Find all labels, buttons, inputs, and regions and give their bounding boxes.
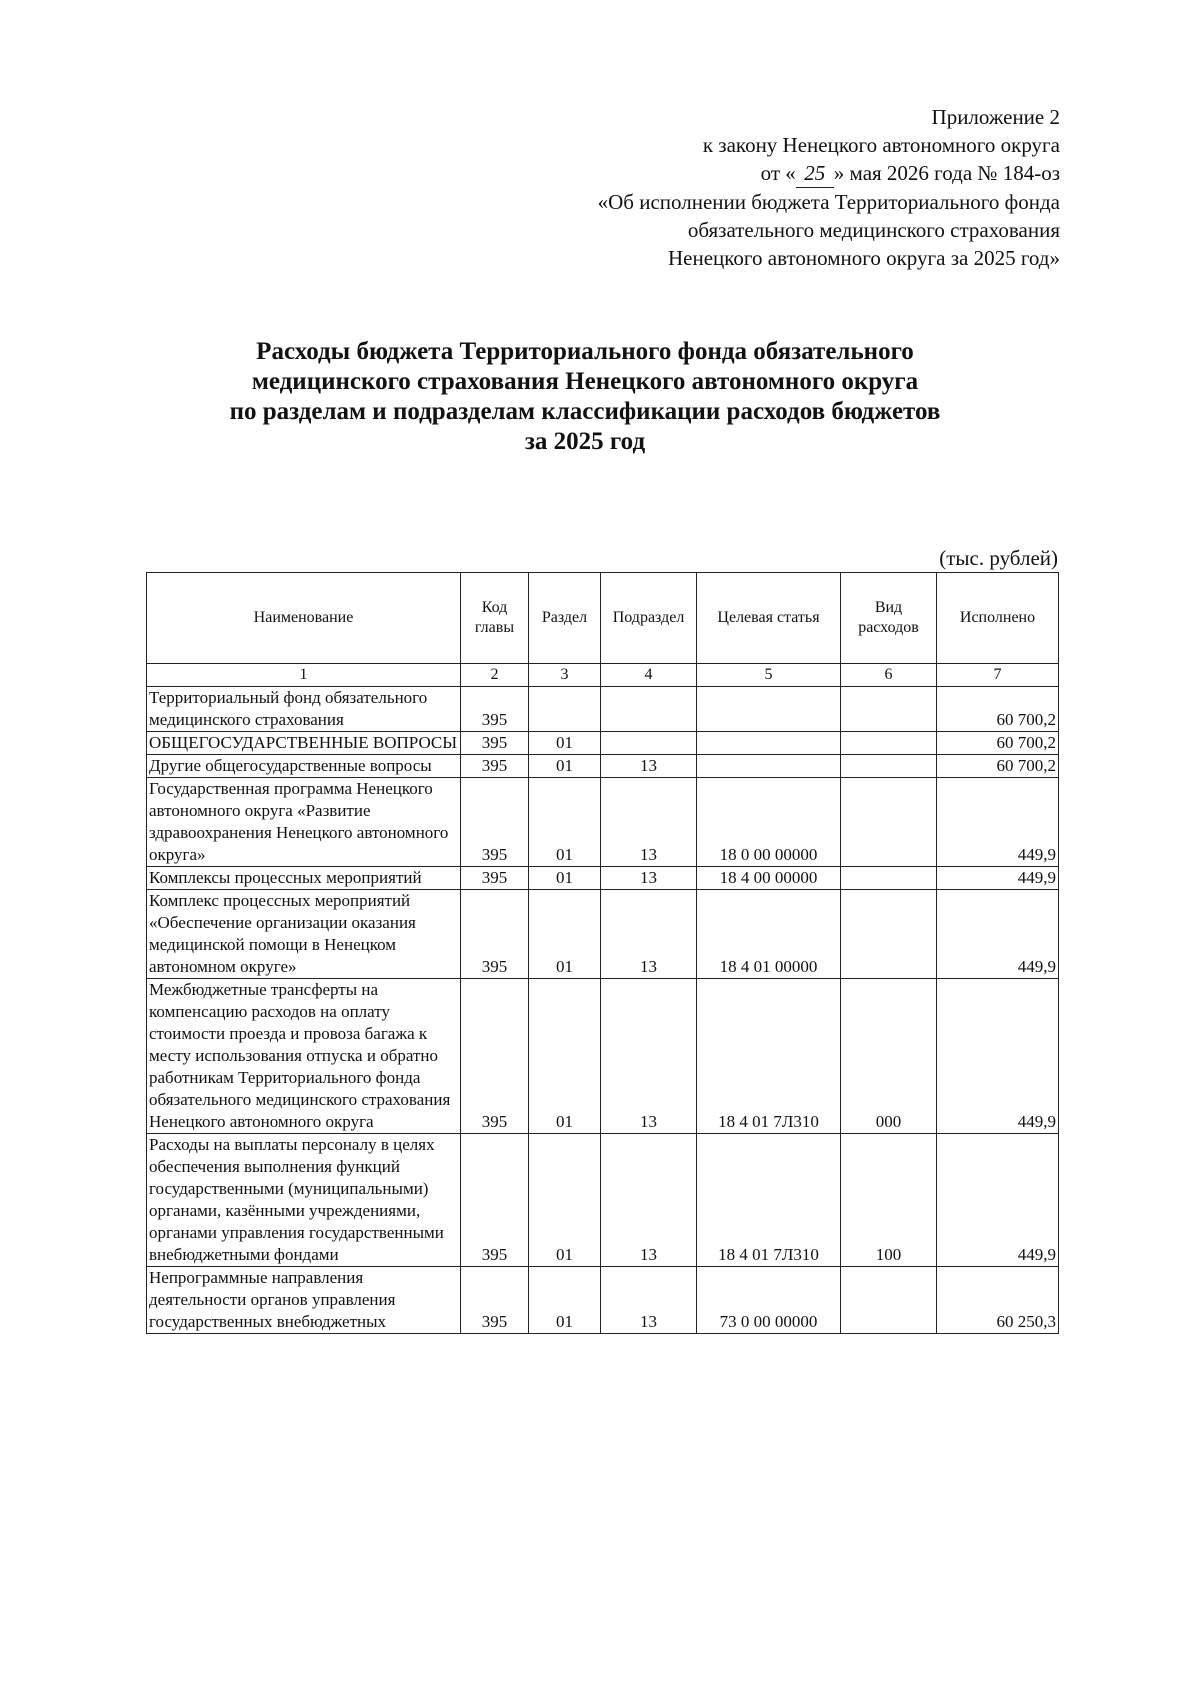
column-number: 7 — [937, 664, 1059, 687]
row-target — [697, 687, 841, 732]
row-code: 395 — [461, 979, 529, 1134]
row-amount: 60 250,3 — [937, 1267, 1059, 1334]
row-section: 01 — [529, 755, 601, 778]
row-section: 01 — [529, 732, 601, 755]
row-section: 01 — [529, 1134, 601, 1267]
row-amount: 449,9 — [937, 890, 1059, 979]
row-amount: 449,9 — [937, 867, 1059, 890]
column-number: 3 — [529, 664, 601, 687]
row-name: Межбюджетные трансферты на компенсацию расходов на оплату стоимости проезда и провоза багажа к месту использования отпуска и обратно работникам Территориального фонда обязательного медицинского страхования Ненецкого автономного округа — [147, 979, 461, 1134]
row-subsection: 13 — [601, 755, 697, 778]
law-reference: к закону Ненецкого автономного округа — [702, 133, 1060, 157]
column-number: 4 — [601, 664, 697, 687]
row-subsection: 13 — [601, 890, 697, 979]
row-subsection: 13 — [601, 867, 697, 890]
row-code: 395 — [461, 1267, 529, 1334]
row-amount: 60 700,2 — [937, 732, 1059, 755]
row-subsection: 13 — [601, 1267, 697, 1334]
title-line-4: за 2025 год — [524, 428, 646, 455]
row-name: Непрограммные направления деятельности органов управления государственных внебюджетных — [147, 1267, 461, 1334]
table-row — [147, 1267, 1059, 1334]
row-section: 01 — [529, 778, 601, 867]
column-header-section: Раздел — [529, 573, 601, 664]
row-code: 395 — [461, 778, 529, 867]
row-name: Комплекс процессных мероприятий «Обеспечение организации оказания медицинской помощи в Ненецком автономном округе» — [147, 890, 461, 979]
date-prefix: от « — [760, 161, 796, 185]
row-amount: 60 700,2 — [937, 755, 1059, 778]
row-target: 18 4 00 00000 — [697, 867, 841, 890]
row-name: Комплексы процессных мероприятий — [147, 867, 461, 890]
row-type — [841, 1267, 937, 1334]
column-header-code: Код главы — [461, 573, 529, 664]
law-title-line-3: Ненецкого автономного округа за 2025 год» — [668, 246, 1060, 270]
row-target: 18 0 00 00000 — [697, 778, 841, 867]
table-row — [147, 979, 1059, 1134]
row-code: 395 — [461, 890, 529, 979]
column-number-row — [147, 664, 1059, 687]
row-type — [841, 778, 937, 867]
row-subsection: 13 — [601, 1134, 697, 1267]
row-type — [841, 755, 937, 778]
appendix-header — [420, 103, 1060, 272]
row-target: 73 0 00 00000 — [697, 1267, 841, 1334]
row-subsection: 13 — [601, 979, 697, 1134]
table-row — [147, 867, 1059, 890]
table-header-row — [147, 573, 1059, 664]
row-name: Расходы на выплаты персоналу в целях обеспечения выполнения функций государственными (муниципальными) органами, казёнными учреждениями, органами управления государственными внебюджетными фондами — [147, 1134, 461, 1267]
date-suffix: » мая 2026 года № 184-оз — [833, 161, 1060, 185]
law-date — [420, 159, 1060, 188]
table-row — [147, 755, 1059, 778]
row-code: 395 — [461, 732, 529, 755]
handwritten-day: 25 — [796, 159, 834, 188]
row-amount: 60 700,2 — [937, 687, 1059, 732]
column-header-type: Вид расходов — [841, 573, 937, 664]
row-section: 01 — [529, 1267, 601, 1334]
title-line-3: по разделам и подразделам классификации расходов бюджетов — [229, 398, 941, 425]
row-amount: 449,9 — [937, 979, 1059, 1134]
column-header-name: Наименование — [147, 573, 461, 664]
row-name: Другие общегосударственные вопросы — [147, 755, 461, 778]
appendix-number: Приложение 2 — [931, 105, 1060, 129]
law-title-line-2: обязательного медицинского страхования — [687, 218, 1060, 242]
title-line-1: Расходы бюджета Территориального фонда обязательного — [256, 338, 914, 365]
column-number: 1 — [147, 664, 461, 687]
row-code: 395 — [461, 755, 529, 778]
table-row — [147, 687, 1059, 732]
row-code: 395 — [461, 867, 529, 890]
column-number: 2 — [461, 664, 529, 687]
table-row — [147, 890, 1059, 979]
document-title — [150, 337, 1020, 457]
row-target — [697, 755, 841, 778]
table-row — [147, 1134, 1059, 1267]
row-section: 01 — [529, 890, 601, 979]
row-type — [841, 687, 937, 732]
table-row — [147, 732, 1059, 755]
column-header-subsection: Подраздел — [601, 573, 697, 664]
column-header-target: Целевая статья — [697, 573, 841, 664]
column-number: 5 — [697, 664, 841, 687]
row-section: 01 — [529, 979, 601, 1134]
row-section — [529, 687, 601, 732]
row-type — [841, 867, 937, 890]
row-code: 395 — [461, 687, 529, 732]
column-header-amount: Исполнено — [937, 573, 1059, 664]
row-target: 18 4 01 7Л310 — [697, 1134, 841, 1267]
row-target: 18 4 01 00000 — [697, 890, 841, 979]
row-section: 01 — [529, 867, 601, 890]
column-number: 6 — [841, 664, 937, 687]
table-row — [147, 778, 1059, 867]
units-label: (тыс. рублей) — [939, 546, 1058, 570]
row-subsection — [601, 732, 697, 755]
row-type: 100 — [841, 1134, 937, 1267]
row-amount: 449,9 — [937, 778, 1059, 867]
row-subsection — [601, 687, 697, 732]
row-type: 000 — [841, 979, 937, 1134]
title-line-2: медицинского страхования Ненецкого автономного округа — [251, 368, 919, 395]
row-amount: 449,9 — [937, 1134, 1059, 1267]
law-title-line-1: «Об исполнении бюджета Территориального фонда — [597, 190, 1060, 214]
expenses-table — [146, 572, 1059, 1334]
row-name: Территориальный фонд обязательного медицинского страхования — [147, 687, 461, 732]
row-name: Государственная программа Ненецкого автономного округа «Развитие здравоохранения Ненецкого автономного округа» — [147, 778, 461, 867]
row-name: ОБЩЕГОСУДАРСТВЕННЫЕ ВОПРОСЫ — [147, 732, 461, 755]
row-type — [841, 890, 937, 979]
row-target: 18 4 01 7Л310 — [697, 979, 841, 1134]
row-code: 395 — [461, 1134, 529, 1267]
row-target — [697, 732, 841, 755]
row-subsection: 13 — [601, 778, 697, 867]
row-type — [841, 732, 937, 755]
